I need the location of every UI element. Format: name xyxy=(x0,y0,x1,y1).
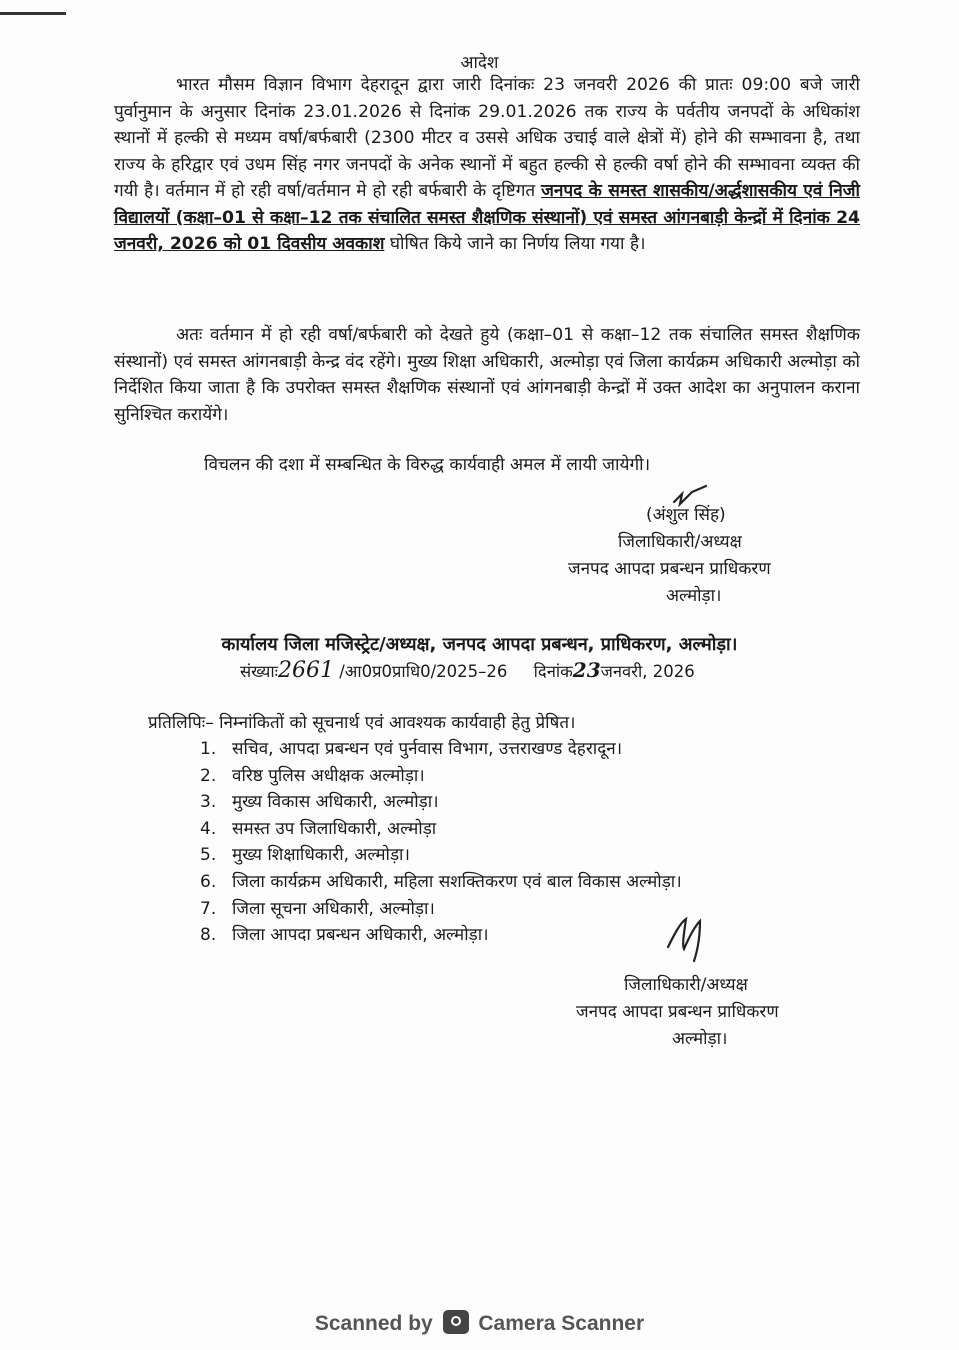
scanner-footer xyxy=(0,1310,959,1336)
para1-end: घोषित किये जाने का निर्णय लिया गया है। xyxy=(384,234,646,254)
copy-list-item xyxy=(200,842,682,869)
para1-text: भारत मौसम विज्ञान विभाग देहरादून द्वारा जारी दिनांकः 23 जनवरी 2026 की प्रातः 09:00 बजे जारी पुर्वानुमान के अनुसार दिनांक 23.01.2026 से दिनांक 29.01.2026 तक राज्य के पर्वतीय जनपदों के अधिकांश स्थानों में हल्की से मध्यम वर्षा/बर्फबारी (2300 मीटर व उससे अधिक उचाई वाले क्षेत्रों में) होने की सम्भावना है, तथा राज्य के हरिद्वार एवं उधम सिंह नगर जनपदों के अनेक स्थानों में बहुत हल्की से हल्की वर्षा होने की सम्भावना व्यक्त की गयी है। वर्तमान में हो रही वर्षा/वर्तमान मे हो रही बर्फबारी के दृष्टिगत xyxy=(114,75,860,201)
copy-list-text: जिला सूचना अधिकारी, अल्मोड़ा। xyxy=(232,898,435,919)
reference-label: संख्याः xyxy=(240,662,278,681)
holiday-highlight: जनपद के समस्त शासकीय/अर्द्धशासकीय एवं निजी विद्यालयों (कक्षा–01 से कक्षा–12 तक संचालित समस्त शैक्षणिक संस्थानों) एवं समस्त आंगनबाड़ी केन्द्रों में दिनांक 24 जनवरी, 2026 को 01 दिवसीय अवकाश xyxy=(114,181,860,254)
order-paragraph-1 xyxy=(114,72,860,258)
signature-block-2 xyxy=(576,972,866,1053)
signature-mark-2 xyxy=(660,905,730,965)
copy-list-number: 8. xyxy=(200,925,217,946)
signatory-authority: जनपद आपदा प्रबन्धन प्राधिकरण xyxy=(568,559,771,579)
signatory-designation: जिलाधिकारी/अध्यक्ष xyxy=(618,532,742,552)
order-paragraph-3 xyxy=(114,452,860,479)
copy-list-text: वरिष्ठ पुलिस अधीक्षक अल्मोड़ा। xyxy=(232,765,425,786)
signatory-place: अल्मोड़ा। xyxy=(666,586,722,606)
copy-list-item xyxy=(200,869,682,896)
signatory-designation-2: जिलाधिकारी/अध्यक्ष xyxy=(624,975,748,995)
copy-list-text: सचिव, आपदा प्रबन्धन एवं पुर्नवास विभाग, उत्तराखण्ड देहरादून। xyxy=(232,739,623,759)
copy-list-text: मुख्य विकास अधिकारी, अल्मोड़ा। xyxy=(232,792,439,813)
reference-number: 2661 xyxy=(277,658,334,683)
corner-mark xyxy=(0,0,66,15)
reference-date-day: 23 xyxy=(572,658,601,682)
copy-list-number: 7. xyxy=(200,898,217,919)
copy-list-text: जिला आपदा प्रबन्धन अधिकारी, अल्मोड़ा। xyxy=(232,925,489,946)
document-title: आदेश xyxy=(460,53,499,73)
copy-list-number: 5. xyxy=(200,845,217,866)
copy-list-number: 2. xyxy=(200,765,217,786)
footer-app-name: Camera Scanner xyxy=(478,1312,645,1335)
copy-list-item xyxy=(200,922,682,949)
signature-block-1 xyxy=(568,480,858,610)
reference-line xyxy=(240,658,695,683)
para2-text: अतः वर्तमान में हो रही वर्षा/बर्फबारी को देखते हुये (कक्षा–01 से कक्षा–12 तक संचालित समस्त शैक्षणिक संस्थानों) एवं समस्त आंगनबाड़ी केन्द्र वंद रहेंगे। मुख्य शिक्षा अधिकारी, अल्मोड़ा एवं जिला कार्यक्रम अधिकारी अल्मोड़ा को निर्देशित किया जाता है कि उपरोक्त समस्त शैक्षणिक संस्थानों एवं आंगनबाड़ी केन्द्रों में उक्त आदेश का अनुपालन कराना सुनिश्चित करायेंगे। xyxy=(114,325,860,425)
copy-list-text: जिला कार्यक्रम अधिकारी, महिला सशक्तिकरण एवं बाल विकास अल्मोड़ा। xyxy=(232,871,682,892)
reference-code: /आ0प्र0प्राधि0/2025–26 xyxy=(339,662,508,681)
signatory-authority-2: जनपद आपदा प्रबन्धन प्राधिकरण xyxy=(576,1002,779,1022)
footer-prefix: Scanned by xyxy=(314,1312,433,1335)
copy-list-item xyxy=(200,789,682,816)
copy-list-number: 3. xyxy=(200,792,217,813)
copy-list-number: 4. xyxy=(200,818,217,839)
order-paragraph-2 xyxy=(114,322,860,428)
office-line: कार्यालय जिला मजिस्ट्रेट/अध्यक्ष, जनपद आपदा प्रबन्धन, प्राधिकरण, अल्मोड़ा। xyxy=(221,634,738,655)
signatory-name: (अंशुल सिंह) xyxy=(646,505,726,525)
copy-list-item xyxy=(200,736,682,763)
copy-list-text: समस्त उप जिलाधिकारी, अल्मोड़ा xyxy=(232,818,437,839)
camera-icon xyxy=(443,1310,469,1334)
copy-list-item xyxy=(200,816,682,843)
copy-list-item xyxy=(200,896,682,923)
reference-date-label: दिनांक xyxy=(533,662,573,681)
reference-date-rest: जनवरी, 2026 xyxy=(600,662,695,681)
copy-list-text: मुख्य शिक्षाधिकारी, अल्मोड़ा। xyxy=(232,845,410,866)
signatory-place-2: अल्मोड़ा। xyxy=(672,1029,728,1049)
para3-text: विचलन की दशा में सम्बन्धित के विरुद्ध कार्यवाही अमल में लायी जायेगी। xyxy=(204,455,651,475)
copy-intro: प्रतिलिपिः– निम्नांकितों को सूचनार्थ एवं आवश्यक कार्यवाही हेतु प्रेषित। xyxy=(148,713,576,733)
copy-list-number: 1. xyxy=(200,739,217,759)
copy-list-number: 6. xyxy=(200,871,217,892)
copy-list-item xyxy=(200,763,682,790)
copy-list xyxy=(200,736,682,949)
